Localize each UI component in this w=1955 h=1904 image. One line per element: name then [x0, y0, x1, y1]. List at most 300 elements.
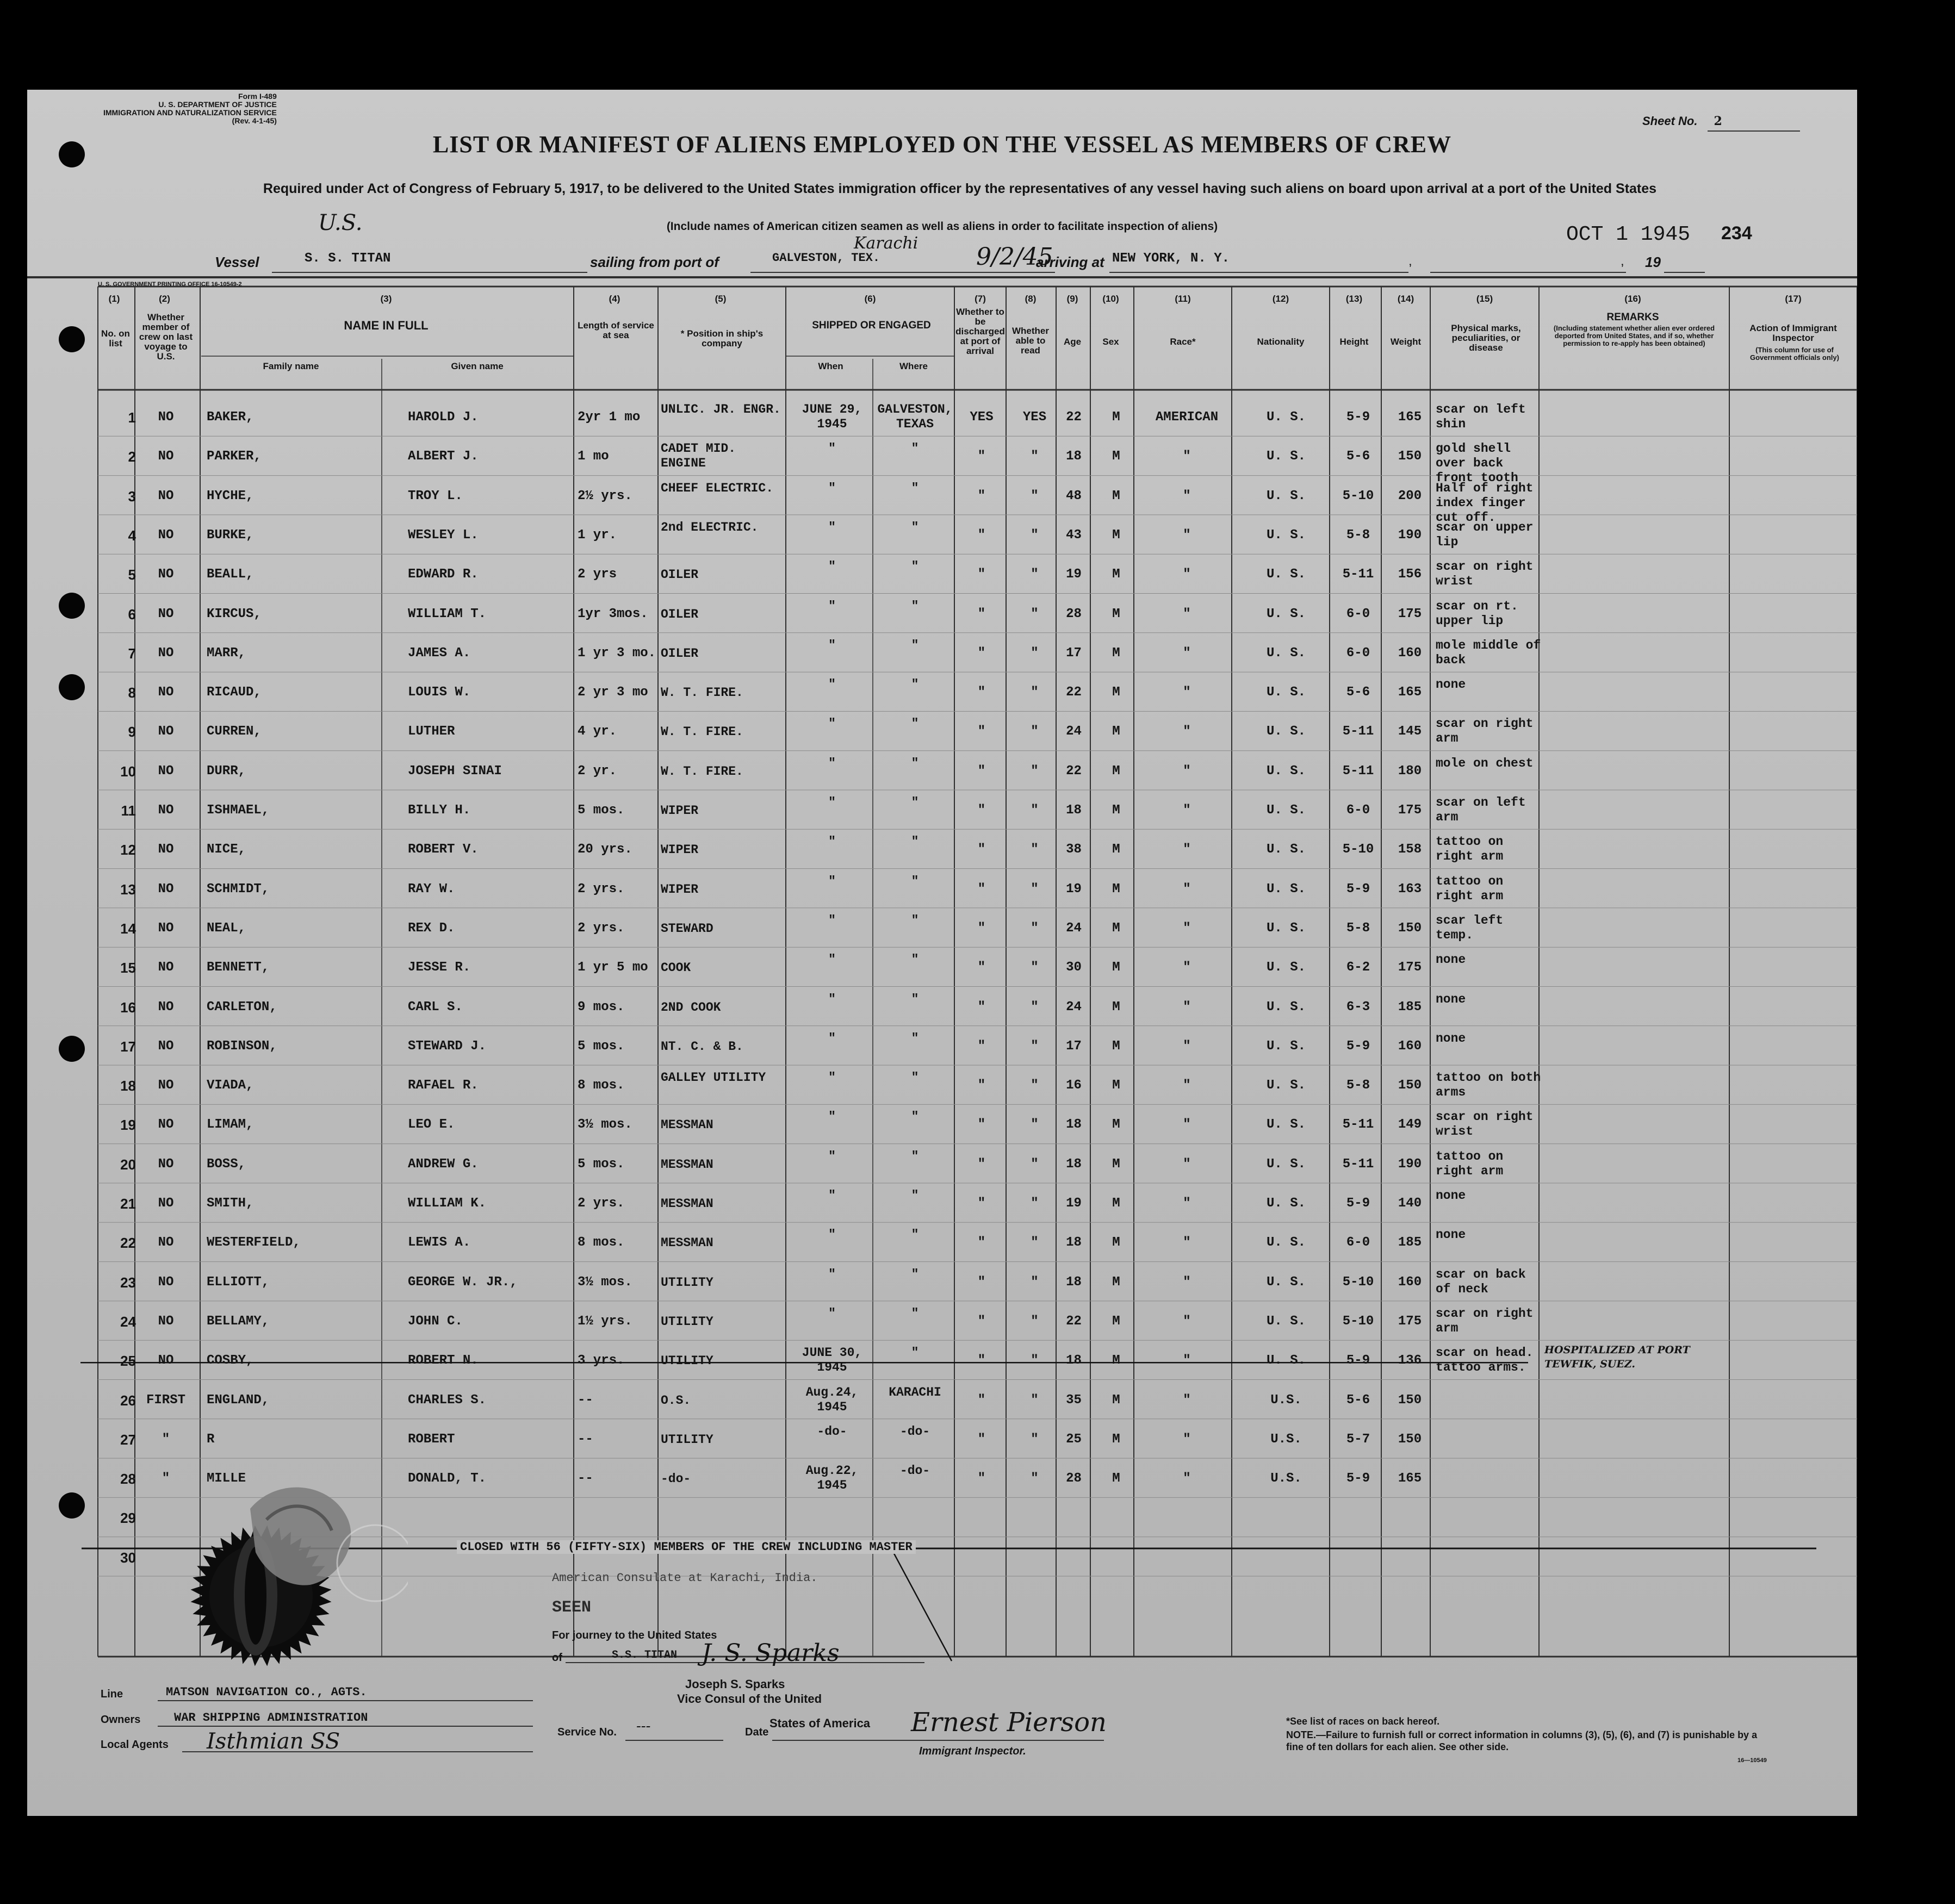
cell-position: UTILITY: [661, 1275, 713, 1290]
cell-disch: ": [977, 1235, 986, 1250]
cell-age: 25: [1066, 1432, 1082, 1447]
header-sex: Sex: [1102, 337, 1119, 347]
cell-height: 5-11: [1342, 724, 1374, 739]
cell-nat: U. S.: [1266, 449, 1306, 464]
cell-age: 16: [1066, 1078, 1082, 1093]
header-remarks-sub: (Including statement whether alien ever ordered deported from United States, and if so, whether permission to re-apply has been obtained): [1553, 324, 1715, 347]
consular-stamp-line1: American Consulate at Karachi, India.: [552, 1571, 818, 1585]
cell-sex: M: [1112, 1471, 1120, 1486]
cell-marks: tattoo on right arm: [1436, 874, 1504, 903]
cell-nat: U. S.: [1266, 1196, 1306, 1211]
cell-service: 5 mos.: [578, 1156, 625, 1172]
cell-position: MESSMAN: [661, 1157, 713, 1172]
cell-given: RAFAEL R.: [408, 1078, 479, 1093]
cell-disch: ": [977, 920, 986, 936]
cell-age: 24: [1066, 999, 1082, 1015]
row-number: 29: [120, 1510, 136, 1527]
cell-read: ": [1031, 1038, 1039, 1054]
consular-signer: Joseph S. Sparks: [685, 1677, 785, 1691]
cell-nat: U. S.: [1266, 1314, 1306, 1329]
cell-disch: ": [977, 1432, 986, 1447]
cell-height: 5-6: [1346, 1392, 1370, 1408]
cell-height: 5-9: [1346, 410, 1370, 425]
cell-service: 2 yr 3 mo: [578, 685, 648, 700]
cell-family: NICE,: [207, 842, 246, 857]
cell-weight: 136: [1398, 1353, 1422, 1368]
cell-nat: U. S.: [1266, 960, 1306, 975]
header-family-name: Family name: [263, 361, 319, 371]
cell-age: 22: [1066, 1314, 1082, 1329]
header-remarks: REMARKS: [1606, 312, 1659, 323]
cell-race: ": [1183, 960, 1191, 975]
cell-read: ": [1031, 449, 1039, 464]
cell-where: ": [911, 1189, 919, 1203]
cell-service: --: [578, 1432, 593, 1447]
cell-position: STEWARD: [661, 921, 713, 936]
cell-weight: 160: [1398, 1038, 1422, 1054]
vessel-hand-note: U.S.: [318, 210, 363, 235]
cell-weight: 190: [1398, 527, 1422, 543]
penalty-note: NOTE.—Failure to furnish full or correct information in columns (3), (5), (6), and (7) is punishable by a fine of ten dollars for each alien. See other side.: [1286, 1729, 1758, 1752]
cell-height: 6-0: [1346, 1235, 1370, 1250]
cell-position: WIPER: [661, 804, 699, 818]
cell-height: 6-0: [1346, 803, 1370, 818]
header-name-in-full: NAME IN FULL: [344, 319, 429, 332]
cell-when: ": [828, 1267, 836, 1281]
sailing-label: sailing from port of: [590, 254, 719, 270]
cell-height: 5-9: [1346, 881, 1370, 897]
cell-height: 6-0: [1346, 645, 1370, 661]
cell-family: VIADA,: [207, 1078, 254, 1093]
cell-weight: 175: [1398, 1314, 1422, 1329]
cell-read: ": [1031, 1196, 1039, 1211]
cell-disch: ": [977, 1392, 986, 1408]
cell-age: 19: [1066, 881, 1082, 897]
agents-label: Local Agents: [101, 1739, 169, 1751]
vessel-label: Vessel: [215, 254, 259, 270]
cell-weight: 165: [1398, 410, 1422, 425]
cell-race: ": [1183, 527, 1191, 543]
cell-marks: scar on right wrist: [1436, 559, 1534, 589]
header-action-sub: (This column for use of Government officials only): [1750, 346, 1839, 362]
row-number: 22: [120, 1235, 136, 1252]
row-number: 14: [120, 920, 136, 937]
cell-read: ": [1031, 1353, 1039, 1368]
cell-member: NO: [158, 1196, 174, 1211]
cell-read: ": [1031, 881, 1039, 897]
cell-age: 19: [1066, 567, 1082, 582]
cell-given: CHARLES S.: [408, 1392, 487, 1408]
cell-service: 1 yr 3 mo.: [578, 645, 656, 661]
cell-disch: ": [977, 842, 986, 857]
cell-given: DONALD, T.: [408, 1471, 487, 1486]
cell-position: OILER: [661, 568, 699, 582]
cell-sex: M: [1112, 1432, 1120, 1447]
cell-race: ": [1183, 999, 1191, 1015]
cell-service: 2 yrs.: [578, 881, 625, 897]
cell-read: ": [1031, 527, 1039, 543]
cell-height: 5-11: [1342, 567, 1374, 582]
cell-position: WIPER: [661, 882, 699, 897]
service: IMMIGRATION AND NATURALIZATION SERVICE: [103, 108, 277, 117]
cell-family: LIMAM,: [207, 1117, 254, 1133]
cell-height: 5-8: [1346, 920, 1370, 936]
row-number: 28: [120, 1471, 136, 1488]
cell-given: JESSE R.: [408, 960, 471, 975]
cell-service: --: [578, 1471, 593, 1486]
cell-nat: U. S.: [1266, 488, 1306, 503]
cell-marks: scar on head. tattoo arms.: [1436, 1346, 1534, 1375]
cell-service: 1 yr.: [578, 527, 617, 543]
cell-given: EDWARD R.: [408, 567, 479, 582]
cell-family: BOSS,: [207, 1156, 246, 1172]
cell-weight: 150: [1398, 1078, 1422, 1093]
cell-weight: 190: [1398, 1156, 1422, 1172]
cell-age: 17: [1066, 1038, 1082, 1054]
header-action: Action of Immigrant Inspector: [1749, 323, 1837, 343]
cell-family: SCHMIDT,: [207, 881, 270, 897]
cell-sex: M: [1112, 410, 1120, 425]
cell-when: ": [828, 795, 836, 810]
cell-when: ": [828, 599, 836, 613]
cell-family: ELLIOTT,: [207, 1274, 270, 1290]
cell-weight: 140: [1398, 1196, 1422, 1211]
cell-nat: U. S.: [1266, 1235, 1306, 1250]
cell-where: ": [911, 1031, 919, 1046]
cell-where: ": [911, 756, 919, 770]
header-weight: Weight: [1390, 337, 1422, 347]
cell-member: NO: [158, 920, 174, 936]
cell-age: 18: [1066, 1156, 1082, 1172]
revision: (Rev. 4-1-45): [232, 116, 277, 125]
cell-family: KIRCUS,: [207, 606, 262, 621]
cell-age: 18: [1066, 1274, 1082, 1290]
cell-disch: ": [977, 1471, 986, 1486]
cell-age: 28: [1066, 1471, 1082, 1486]
row-number: 23: [120, 1274, 136, 1291]
cell-marks: tattoo on right arm: [1436, 1149, 1504, 1178]
cell-height: 5-6: [1346, 449, 1370, 464]
row-number: 21: [120, 1196, 136, 1212]
service-value: ---: [636, 1718, 651, 1734]
cell-service: 1½ yrs.: [578, 1314, 632, 1329]
sailing-port: GALVESTON, TEX.: [772, 251, 880, 265]
cell-height: 5-9: [1346, 1471, 1370, 1486]
cell-marks: scar on upper lip: [1436, 520, 1534, 549]
cell-where: ": [911, 795, 919, 810]
cell-position: COOK: [661, 961, 691, 975]
cell-family: BENNETT,: [207, 960, 270, 975]
cell-sex: M: [1112, 1392, 1120, 1408]
vessel-name: S. S. TITAN: [305, 251, 391, 266]
cell-given: LOUIS W.: [408, 685, 471, 700]
cell-marks: scar left temp.: [1436, 913, 1504, 942]
cell-read: ": [1031, 960, 1039, 975]
cell-family: CARLETON,: [207, 999, 277, 1015]
cell-weight: 165: [1398, 685, 1422, 700]
cell-race: ": [1183, 645, 1191, 661]
cell-read: ": [1031, 1274, 1039, 1290]
cell-age: 22: [1066, 763, 1082, 779]
cell-nat: U.S.: [1270, 1432, 1302, 1447]
cell-marks: none: [1436, 1189, 1466, 1203]
cell-position: CHEEF ELECTRIC.: [661, 481, 774, 495]
row-number: 27: [120, 1431, 136, 1448]
cell-member: NO: [158, 1117, 174, 1133]
cell-member: NO: [158, 1353, 174, 1368]
cell-age: 30: [1066, 960, 1082, 975]
cell-when: ": [828, 1149, 836, 1163]
cell-nat: U. S.: [1266, 1078, 1306, 1093]
cell-when: ": [828, 441, 836, 456]
cell-weight: 180: [1398, 763, 1422, 779]
cell-sex: M: [1112, 724, 1120, 739]
cell-height: 5-10: [1342, 1314, 1374, 1329]
cell-family: ENGLAND,: [207, 1392, 270, 1408]
header-nationality: Nationality: [1257, 337, 1305, 347]
cell-race: ": [1183, 1353, 1191, 1368]
cell-member: NO: [158, 449, 174, 464]
cell-member: NO: [158, 567, 174, 582]
cell-given: RAY W.: [408, 881, 455, 897]
cell-weight: 160: [1398, 645, 1422, 661]
sailing-port-hand: Karachi: [854, 234, 918, 253]
cell-when: ": [828, 1228, 836, 1242]
cell-service: --: [578, 1392, 593, 1408]
cell-sex: M: [1112, 1078, 1120, 1093]
cell-given: REX D.: [408, 920, 455, 936]
row-number: 8: [128, 685, 136, 701]
cell-where: -do-: [899, 1464, 930, 1478]
races-note: *See list of races on back hereof.: [1286, 1716, 1440, 1727]
row-number: 1: [128, 409, 136, 426]
cell-where: ": [911, 638, 919, 652]
cell-marks: Half of right index finger cut off.: [1436, 481, 1534, 525]
cell-given: HAROLD J.: [408, 410, 479, 425]
cell-given: JOHN C.: [408, 1314, 463, 1329]
cell-height: 5-7: [1346, 1432, 1370, 1447]
cell-where: -do-: [899, 1424, 930, 1439]
cell-disch: ": [977, 449, 986, 464]
cell-read: ": [1031, 1432, 1039, 1447]
cell-member: NO: [158, 645, 174, 661]
sailing-date-hand: 9/2/45: [976, 243, 1053, 271]
cell-when: JUNE 30, 1945: [802, 1346, 862, 1375]
cell-when: ": [828, 756, 836, 770]
cell-position: W. T. FIRE.: [661, 686, 743, 700]
cell-disch: ": [977, 488, 986, 503]
form-number: Form I-489: [238, 92, 277, 101]
cell-when: ": [828, 677, 836, 692]
cell-read: ": [1031, 567, 1039, 582]
row-number: 13: [120, 881, 136, 898]
cell-height: 5-11: [1342, 763, 1374, 779]
cell-position: UTILITY: [661, 1432, 713, 1447]
cell-family: CURREN,: [207, 724, 262, 739]
cell-where: ": [911, 1149, 919, 1163]
cell-service: 3½ mos.: [578, 1117, 632, 1133]
cell-marks: scar on right wrist: [1436, 1110, 1534, 1139]
cell-given: JAMES A.: [408, 645, 471, 661]
cell-where: ": [911, 717, 919, 731]
consular-stamp-of: of: [552, 1652, 562, 1664]
cell-service: 20 yrs.: [578, 842, 632, 857]
cell-marks: none: [1436, 1228, 1466, 1242]
cell-member: NO: [158, 1235, 174, 1250]
cell-family: R: [207, 1432, 215, 1447]
cell-family: NEAL,: [207, 920, 246, 936]
cell-weight: 156: [1398, 567, 1422, 582]
cell-race: ": [1183, 1196, 1191, 1211]
cell-when: ": [828, 1306, 836, 1321]
cell-sex: M: [1112, 1156, 1120, 1172]
cell-where: ": [911, 1267, 919, 1281]
cell-race: ": [1183, 1117, 1191, 1133]
cell-service: 9 mos.: [578, 999, 625, 1015]
cell-member: NO: [158, 410, 174, 425]
cell-sex: M: [1112, 1314, 1120, 1329]
cell-when: ": [828, 559, 836, 574]
cell-when: -do-: [817, 1424, 847, 1439]
wax-seal-icon: [179, 1465, 408, 1694]
header-given-name: Given name: [451, 361, 504, 371]
cell-service: 8 mos.: [578, 1078, 625, 1093]
cell-sex: M: [1112, 449, 1120, 464]
cell-race: ": [1183, 1432, 1191, 1447]
cell-sex: M: [1112, 881, 1120, 897]
consular-signer-title: Vice Consul of the United: [677, 1692, 822, 1706]
cell-age: 18: [1066, 1117, 1082, 1133]
form-code: 16—10549: [1737, 1757, 1767, 1764]
cell-marks: tattoo on right arm: [1436, 835, 1504, 864]
cell-given: GEORGE W. JR.,: [408, 1274, 518, 1290]
cell-position: W. T. FIRE.: [661, 764, 743, 779]
cell-read: ": [1031, 1235, 1039, 1250]
cell-family: PARKER,: [207, 449, 262, 464]
cell-sex: M: [1112, 527, 1120, 543]
cell-when: ": [828, 835, 836, 849]
cell-member: NO: [158, 1274, 174, 1290]
cell-where: ": [911, 599, 919, 613]
manifest-sheet: Form I-489 U. S. DEPARTMENT OF JUSTICE IMMIGRATION AND NATURALIZATION SERVICE (Rev. 4-1-45) Sheet No. 2 LIST OR MANIFEST OF ALIENS EMPLOYED ON THE VESSEL AS MEMBERS OF CREW Required under Act of Congress of February 5, 1917, to be delivered to the United States immigration officer by the representatives of any vessel having such aliens on board upon arrival at a port of the United States (Include names of American citizen seamen as well as aliens in order to facilitate inspection of aliens) OCT 1 1945 234 U.S. Vessel S. S. TITAN sailing from port of GALVESTON, TEX. Karachi 9/2/45 arriving at NEW YORK, N. Y. , , 19 U. S. GOVERNMENT PRINTING OFFICE 16-10549-2 (1) (2) (3) (4) (5) (6) (7) (8) (9) (10) (11) (12) (13) (14) (15) (16) (17) No. on list Whether member of crew on last voyage to U.S. NAME IN FULL Family name Given name Length of service at sea * Position in ship's company SHIPPED OR ENGAGED When Where Whether to be discharged at port of arrival Whether able to read Age Sex Race* Nationality Height Weight Physical marks, peculiarities, or disease REMARKS (Including statement whether alien ever ordered deported from United States, and if so, whether permission to re-apply has been obtained) Action of Immigrant Inspector (This column for use of Government officials only) 1 NO BAKER, HAROLD J. 2yr 1 mo UNLIC. JR. ENGR. JUNE 29, 1945 GALVESTON, TEXAS YES YES 22 M AMERICAN U. S. 5-9 165 scar on left shin 2 NO PARKER, ALBERT J. 1 mo CADET MID. ENGINE " " " " 18 M " U. S. 5-6 150 gold shell over back front tooth 3 NO HYCHE, TROY L. 2½ yrs. CHEEF ELECTRIC. " " " " 48 M " U. S. 5-10 200 Half of right index finger cut off. 4 NO BURKE, WESLEY L. 1 yr. 2nd ELECTRIC. " " " " 43 M " U. S. 5-8 190 scar on upper lip 5 NO BEALL, EDWARD R. 2 yrs OILER " " " " 19 M " U. S. 5-11 156 scar on right wrist 6 NO KIRCUS, WILLIAM T. 1yr 3mos. OILER " " " " 28 M " U. S. 6-0 175 scar on rt. upper lip 7 NO MARR, JAMES A. 1 yr 3 mo. OILER " " " " 17 M " U. S. 6-0 160 mole middle of back 8 NO RICAUD, LOUIS W. 2 yr 3 mo W. T. FIRE. " " " " 22 M " U. S. 5-6 165 none 9 NO CURREN, LUTHER 4 yr. W. T. FIRE. " " " " 24 M " U. S. 5-11 145 scar on right arm 10 NO DURR, JOSEPH SINAI 2 yr. W. T. FIRE. " " " " 22 M " U. S. 5-11 180 mole on chest 11 NO ISHMAEL, BILLY H. 5 mos. WIPER " " " " 18 M " U. S. 6-0 175 scar on left arm 12 NO NICE, ROBERT V. 20 yrs. WIPER " " " " 38 M " U. S. 5-10 158 tattoo on right arm 13 NO SCHMIDT, RAY W. 2 yrs. WIPER " " " " 19 M " U. S. 5-9 163 tattoo on right arm 14 NO NEAL, REX D. 2 yrs. STEWARD " " " " 24 M " U. S. 5-8 150 scar left temp. 15 NO BENNETT, JESSE R. 1 yr 5 mo COOK " " " " 30 M " U. S. 6-2 175 none 16 NO CARLETON, CARL S. 9 mos. 2ND COOK " " " " 24 M " U. S. 6-3 185 none 17 NO ROBINSON, STEWARD J. 5 mos. NT. C. & B. " " " " 17 M " U. S. 5-9 160 none 18 NO VIADA, RAFAEL R. 8 mos. GALLEY UTILITY " " " " 16 M " U. S. 5-8 150 tattoo on both arms 19 NO LIMAM, LEO E. 3½ mos. MESSMAN " " " " 18 M " U. S. 5-11 149 scar on right wrist 20 NO BOSS, ANDREW G. 5 mos. MESSMAN " " " " 18 M " U. S. 5-11 190 tattoo on right arm 21 NO SMITH, WILLIAM K. 2 yrs. MESSMAN " " " " 19 M " U. S. 5-9 140 none 22 NO WESTERFIELD, LEWIS A. 8 mos. MESSMAN " " " " 18 M " U. S. 6-0 185 none 23 NO ELLIOTT, GEORGE W. JR., 3½ mos. UTILITY " " " " 18 M " U. S. 5-10 160 scar on back of neck 24 NO BELLAMY, JOHN C. 1½ yrs. UTILITY " " " " 22 M " U. S. 5-10 175 scar on right arm 25 NO COSBY, ROBERT N. 3 yrs. UTILITY JUNE 30, 1945 " " " 18 M " U. S. 5-9 136 scar on head. tattoo arms. HOSPITALIZED AT PORT TEWFIK, SUEZ. 26 FIRST ENGLAND, CHARLES S. -- O.S. Aug.24, 1945 KARACHI " " 35 M " U.S. 5-6 150 27 " R ROBERT -- UTILITY -do- -do- " " 25 M " U.S. 5-7 150 28 " MILLE DONALD, T. -- -do- Aug.22, 1945 -do- " " 28 M " U.S. 5-9 165 29 30 CLOSED WITH 56 (FIFTY-SIX) MEMBERS OF THE CREW INCLUDING MASTER American Consulate at Karachi, India. SEEN For journey to the United States of S.S. TITAN J. S. Sparks Joseph S. Sparks Vice Consul of the United States of America Line MATSON NAVIGATION CO., AGTS. Owners WAR SHIPPING ADMINISTRATION Local Agents Isthmian SS Service No. --- Date Ernest Pierson Immigrant Inspector. *See list of races on back hereof. NOTE.—Failure to furnish full or correct information in columns (3), (5), (6), and (7) is punishable by a fine of ten dollars for each alien. See other side. 16—10549: [27, 90, 1857, 1816]
cell-given: LUTHER: [408, 724, 455, 739]
row-number: 9: [128, 724, 136, 741]
cell-when: JUNE 29, 1945: [802, 402, 862, 431]
cell-weight: 150: [1398, 1392, 1422, 1408]
cell-when: ": [828, 638, 836, 652]
arriving-port: NEW YORK, N. Y.: [1112, 251, 1230, 266]
cell-sex: M: [1112, 920, 1120, 936]
cell-weight: 150: [1398, 449, 1422, 464]
cell-height: 5-11: [1342, 1117, 1374, 1133]
consular-stamp-line3: For journey to the United States: [552, 1629, 717, 1641]
cell-race: ": [1183, 1274, 1191, 1290]
cell-nat: U. S.: [1266, 999, 1306, 1015]
cell-family: BEALL,: [207, 567, 254, 582]
cell-marks: scar on left arm: [1436, 795, 1526, 824]
header-height: Height: [1339, 337, 1369, 347]
cell-remarks: HOSPITALIZED AT PORT TEWFIK, SUEZ.: [1544, 1344, 1690, 1371]
cell-height: 6-2: [1346, 960, 1370, 975]
cell-member: ": [162, 1471, 170, 1486]
cell-race: ": [1183, 842, 1191, 857]
cell-member: NO: [158, 1038, 174, 1054]
cell-where: ": [911, 1306, 919, 1321]
cell-given: WESLEY L.: [408, 527, 479, 543]
cell-family: MARR,: [207, 645, 246, 661]
cell-family: DURR,: [207, 763, 246, 779]
agents-value: Isthmian SS: [207, 1729, 340, 1754]
cell-nat: U. S.: [1266, 410, 1306, 425]
cell-when: ": [828, 953, 836, 967]
row-number: 11: [121, 802, 136, 819]
header-where: Where: [899, 361, 928, 371]
line-value: MATSON NAVIGATION CO., AGTS.: [166, 1685, 367, 1699]
cell-age: 18: [1066, 803, 1082, 818]
cell-position: O.S.: [661, 1393, 691, 1408]
subnote: (Include names of American citizen seamen as well as aliens in order to facilitate inspection of aliens): [666, 220, 1218, 233]
cell-read: ": [1031, 685, 1039, 700]
cell-when: Aug.22, 1945: [805, 1464, 859, 1493]
service-label: Service No.: [557, 1726, 617, 1738]
cell-sex: M: [1112, 999, 1120, 1015]
cell-member: FIRST: [146, 1392, 185, 1408]
cell-nat: U. S.: [1266, 1274, 1306, 1290]
cell-weight: 175: [1398, 803, 1422, 818]
department: U. S. DEPARTMENT OF JUSTICE: [158, 100, 277, 109]
cell-where: ": [911, 1110, 919, 1124]
cell-disch: ": [977, 763, 986, 779]
subtitle: Required under Act of Congress of February 5, 1917, to be delivered to the United States immigration officer by the representatives of any vessel having such aliens on board upon arrival at a port of the United States: [263, 181, 1657, 196]
cell-height: 5-10: [1342, 1274, 1374, 1290]
cell-weight: 185: [1398, 1235, 1422, 1250]
cell-service: 8 mos.: [578, 1235, 625, 1250]
printer-note: U. S. GOVERNMENT PRINTING OFFICE 16-10549-2: [98, 281, 242, 288]
cell-member: NO: [158, 803, 174, 818]
cell-position: WIPER: [661, 843, 699, 857]
cell-race: ": [1183, 881, 1191, 897]
cell-age: 24: [1066, 724, 1082, 739]
cell-age: 28: [1066, 606, 1082, 621]
cell-position: MESSMAN: [661, 1197, 713, 1211]
cell-member: NO: [158, 881, 174, 897]
cell-height: 6-3: [1346, 999, 1370, 1015]
header-position: * Position in ship's company: [680, 328, 764, 349]
cell-member: NO: [158, 999, 174, 1015]
cell-nat: U. S.: [1266, 803, 1306, 818]
cell-service: 2 yrs.: [578, 920, 625, 936]
cell-given: ROBERT: [408, 1432, 455, 1447]
cell-nat: U. S.: [1266, 685, 1306, 700]
cell-height: 5-8: [1346, 1078, 1370, 1093]
cell-nat: U. S.: [1266, 1156, 1306, 1172]
cell-disch: ": [977, 1353, 986, 1368]
cell-member: NO: [158, 724, 174, 739]
cell-weight: 149: [1398, 1117, 1422, 1133]
cell-sex: M: [1112, 567, 1120, 582]
cell-marks: scar on left shin: [1436, 402, 1526, 431]
cell-family: ISHMAEL,: [207, 803, 270, 818]
cell-family: HYCHE,: [207, 488, 254, 503]
cell-marks: none: [1436, 677, 1466, 692]
row-number: 10: [120, 763, 136, 780]
cell-when: Aug.24, 1945: [805, 1385, 859, 1414]
cell-marks: none: [1436, 1031, 1466, 1046]
cell-disch: ": [977, 960, 986, 975]
cell-given: LEO E.: [408, 1117, 455, 1133]
cell-weight: 200: [1398, 488, 1422, 503]
cell-nat: U.S.: [1270, 1392, 1302, 1408]
